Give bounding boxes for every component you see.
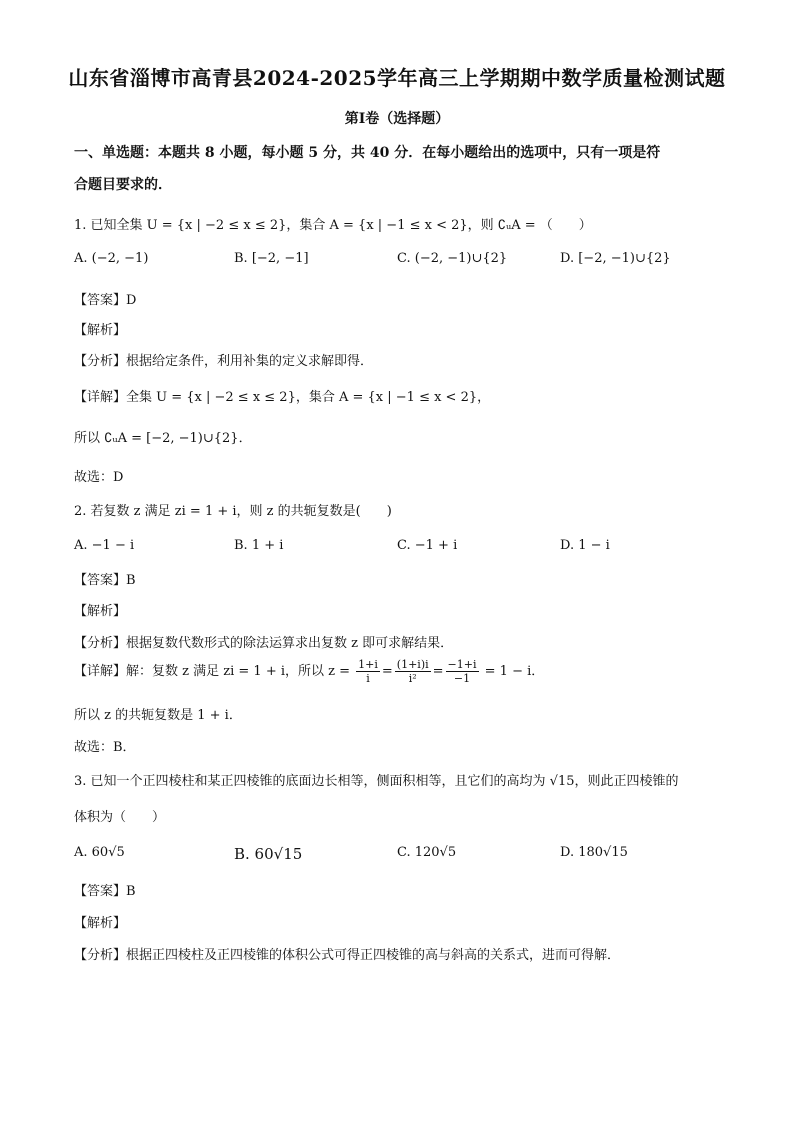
q2-analysis: 【分析】根据复数代数形式的除法运算求出复数 z 即可求解结果．	[74, 636, 454, 651]
q2-fraction-3-numerator: −1+i	[447, 658, 477, 671]
q2-detail: 【详解】解：复数 z 满足 zi = 1 + i，所以 z = $\frac{1+i}{i}$ = $\frac{(1+i)i}{\text{i²}}$ = $\frac{-1+i}{-1}$ = 1 − i．	[74, 658, 545, 685]
q2-analysis-label: 【解析】	[74, 604, 127, 619]
q3-option-b: B. 60√15	[234, 845, 303, 863]
q1-analysis-label: 【解析】	[74, 323, 127, 338]
q2-option-a: A. −1 − i	[74, 538, 135, 553]
q2-answer: 【答案】B	[74, 573, 136, 588]
q1-option-c: C. (−2, −1)∪{2}	[397, 251, 508, 266]
q2-fraction-2-numerator: (1+i)i	[396, 658, 429, 671]
q3-analysis-label: 【解析】	[74, 916, 127, 931]
q2-detail-result: = 1 − i．	[484, 664, 545, 679]
section-header-line1: 一、单选题：本题共 8 小题，每小题 5 分，共 40 分．在每小题给出的选项中，只有一项是符	[74, 145, 661, 161]
q3-stem-line1: 3. 已知一个正四棱柱和某正四棱锥的底面边长相等，侧面积相等，且它们的高均为 √15，则此正四棱锥的	[74, 774, 679, 789]
q1-option-b: B. [−2, −1]	[234, 251, 309, 266]
q2-detail-text: 【详解】解：复数 z 满足 zi = 1 + i，所以 z =	[74, 664, 351, 679]
q2-stem: 2. 若复数 z 满足 zi = 1 + i，则 z 的共轭复数是( )	[74, 504, 392, 519]
page-title: 山东省淄博市高青县2024-2025学年高三上学期期中数学质量检测试题	[68, 66, 726, 90]
q2-choice: 故选：B．	[74, 740, 136, 755]
q1-result: 所以 ∁ᵤA = [−2, −1)∪{2}．	[74, 431, 252, 446]
q2-fraction-2	[395, 658, 431, 685]
q2-fraction-3	[446, 658, 479, 685]
q2-fraction-1	[356, 658, 380, 685]
paper-subtitle: 第Ⅰ卷（选择题）	[344, 111, 450, 127]
q2-fraction-2-denominator: i²	[408, 672, 417, 685]
q2-fraction-3-denominator: −1	[453, 672, 471, 685]
q1-answer: 【答案】D	[74, 293, 137, 308]
q1-option-a: A. (−2, −1)	[74, 251, 149, 266]
q1-choice: 故选：D	[74, 470, 124, 485]
q3-analysis: 【分析】根据正四棱柱及正四棱锥的体积公式可得正四棱锥的高与斜高的关系式，进而可得解．	[74, 948, 621, 963]
q3-stem-line2: 体积为（ ）	[74, 810, 166, 825]
q2-option-d: D. 1 − i	[560, 538, 610, 553]
q1-option-d: D. [−2, −1)∪{2}	[560, 251, 671, 266]
q2-option-c: C. −1 + i	[397, 538, 458, 553]
section-header-line2: 合题目要求的．	[74, 177, 172, 193]
q2-result: 所以 z 的共轭复数是 1 + i．	[74, 708, 242, 723]
q1-analysis: 【分析】根据给定条件，利用补集的定义求解即得．	[74, 354, 374, 369]
q3-option-a: A. 60√5	[74, 845, 125, 860]
q2-option-b: B. 1 + i	[234, 538, 284, 553]
q2-fraction-1-denominator: i	[366, 672, 370, 685]
q3-option-d: D. 180√15	[560, 845, 628, 860]
q1-detail: 【详解】全集 U = {x | −2 ≤ x ≤ 2}，集合 A = {x | −1 ≤ x < 2}，	[74, 390, 491, 405]
q1-stem: 1. 已知全集 U = {x | −2 ≤ x ≤ 2}，集合 A = {x | −1 ≤ x < 2}，则 ∁ᵤA = （ ）	[74, 218, 592, 233]
q2-fraction-1-numerator: 1+i	[358, 658, 378, 671]
q3-answer: 【答案】B	[74, 884, 136, 899]
q3-option-c: C. 120√5	[397, 845, 457, 860]
